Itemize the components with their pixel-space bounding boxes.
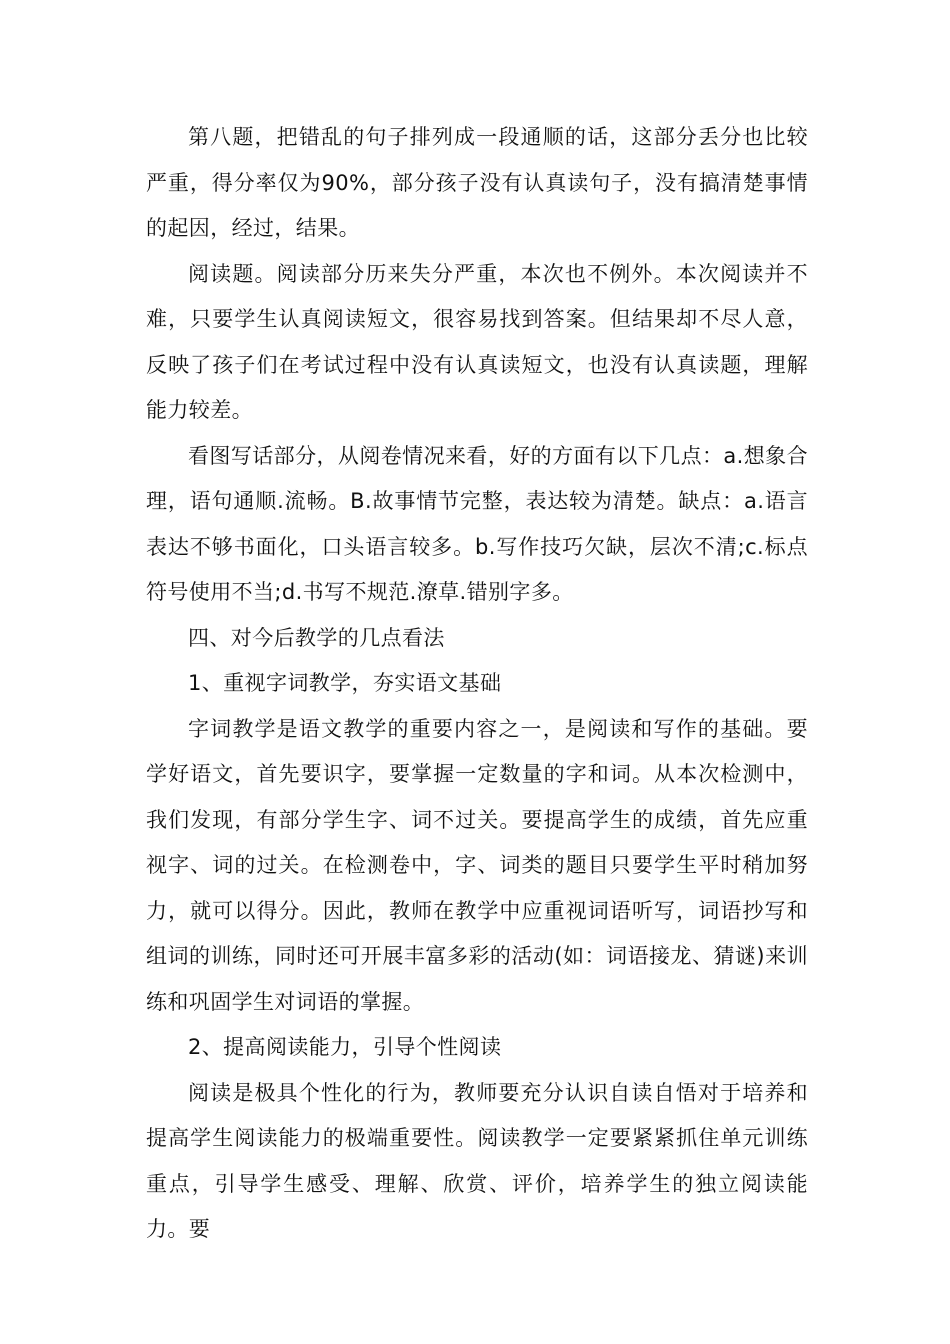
- section-heading-teaching-views: 四、对今后教学的几点看法: [188, 625, 445, 650]
- paragraph-word-teaching: 字词教学是语文教学的重要内容之一，是阅读和写作的基础。要学好语文，首先要识字，要掌握一定数量的字和词。从本次检测中，我们发现，有部分学生字、词不过关。要提高学生的成绩，首先应重视字、词的过关。在检测卷中，字、词类的题目只要学生平时稍加努力，就可以得分。因此，教师在教学中应重视词语听写，词语抄写和组词的训练，同时还可开展丰富多彩的活动(如：词语接龙、猜谜)来训练和巩固学生对词语的掌握。: [146, 716, 808, 1014]
- subheading-reading-ability: 2、提高阅读能力，引导个性阅读: [188, 1035, 502, 1059]
- paragraph-reading-ability: 阅读是极具个性化的行为，教师要充分认识自读自悟对于培养和提高学生阅读能力的极端重要性。阅读教学一定要紧紧抓住单元训练重点，引导学生感受、理解、欣赏、评价，培养学生的独立阅读能力。要: [146, 1080, 808, 1241]
- paragraph-reading-question: 阅读题。阅读部分历来失分严重，本次也不例外。本次阅读并不难，只要学生认真阅读短文，很容易找到答案。但结果却不尽人意，反映了孩子们在考试过程中没有认真读短文，也没有认真读题，理解能力较差。: [146, 261, 808, 422]
- subheading-word-teaching: 1、重视字词教学，夯实语文基础: [188, 671, 502, 695]
- paragraph-picture-writing: 看图写话部分，从阅卷情况来看，好的方面有以下几点：a.想象合理，语句通顺.流畅。B.故事情节完整，表达较为清楚。缺点：a.语言表达不够书面化，口头语言较多。b.写作技巧欠缺，层次不清;c.标点符号使用不当;d.书写不规范.潦草.错别字多。: [146, 443, 808, 604]
- paragraph-question-eight: 第八题，把错乱的句子排列成一段通顺的话，这部分丢分也比较严重，得分率仅为90%，部分孩子没有认真读句子，没有搞清楚事情的起因，经过，结果。: [146, 125, 808, 240]
- document-body: [146, 115, 808, 1253]
